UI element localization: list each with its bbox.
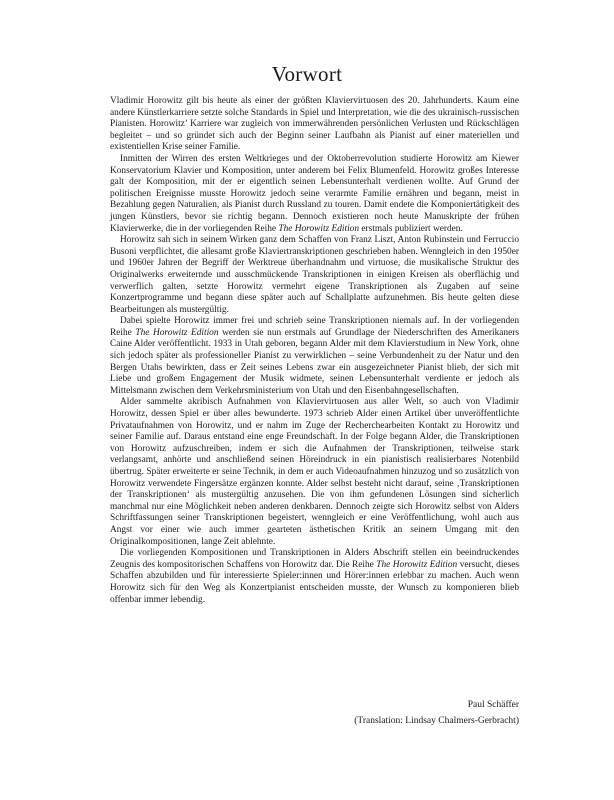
- paragraph-5: Alder sammelte akribisch Aufnahmen von Klaviervirtuosen aus aller Welt, so auch von Vladimir Horowitz, dessen Spiel er über alles bewunderte. 1973 schrieb Alder einen Artikel über unveröffentlichte Privataufnahmen von Horowitz, und er nahm im Zuge der Recherchearbeiten Kontakt zu Horowitz und seiner Familie auf. Daraus entstand eine enge Freundschaft. In der Folge begann Alder, die Transkriptionen von Horowitz aufzuschreiben, indem er sich die Aufnahmen der Transkriptionen, teilweise stark verlangsamt, anhörte und anschließend seinen Höreindruck in ein pianistisch realisierbares Notenbild übertrug. Später erweiterte er seine Technik, in dem er auch Videoaufnahmen hinzuzog und so zusätzlich von Horowitz verwendete Fingersätze ergänzen konnte. Alder selbst besteht nicht darauf, seine ‚Transkriptionen der Transkriptionen‘ als mustergültig anzusehen. Die von ihm gefundenen Lösungen sind sicherlich manchmal nur eine Möglichkeit neben anderen denkbaren. Dennoch zeigte sich Horowitz selbst von Alders Schriftfassungen seiner Transkriptionen begeistert, wenngleich er eine Veröffentlichung, wohl auch aus Angst vor einer wie auch immer gearteten ästhetischen Kritik an seinem Umgang mit den Originalkompositionen, lange Zeit ablehnte.: [110, 397, 519, 547]
- paragraph-6: Die vorliegenden Kompositionen und Transkriptionen in Alders Abschrift stellen ein beeindruckendes Zeugnis des kompositorischen Schaffens von Horowitz dar. Die Reihe The Horowitz Edition versucht, dieses Schaffen abzubilden und für interessierte Spieler:innen und Hörer:innen erlebbar zu machen. Auch wenn Horowitz sich für den Weg als Konzertpianist entscheiden musste, der Wunsch zu komponieren blieb offenbar immer lebendig.: [110, 548, 519, 605]
- series-title: The Horowitz Edition: [278, 223, 360, 234]
- body-text: [110, 96, 519, 606]
- signature-block: [354, 697, 519, 729]
- translation-credit: (Translation: Lindsay Chalmers-Gerbracht): [354, 716, 519, 726]
- series-title: The Horowitz Edition: [376, 559, 458, 570]
- paragraph-1: Vladimir Horowitz gilt bis heute als einer der größten Klaviervirtuosen des 20. Jahrhunderts. Kaum eine andere Künstlerkarriere setzte solche Standards in Spiel und Interpretation, wie die des ukrainisch-russischen Pianisten. Horowitz’ Karriere war zugleich von immerwährenden persönlichen Verlusten und Rückschlägen begleitet – und so gründet sich auch der Beginn seiner Laufbahn als Pianist auf einer materiellen und existentiellen Krise seiner Familie.: [110, 96, 519, 153]
- series-title: The Horowitz Edition: [135, 327, 219, 338]
- page-title: Vorwort: [271, 62, 343, 86]
- paragraph-3: Horowitz sah sich in seinem Wirken ganz dem Schaffen von Franz Liszt, Anton Rubinstein und Ferruccio Busoni verpflichtet, die allesamt große Klaviertranskriptionen geschrieben haben. Wenngleich in den 1950er und 1960er Jahren der Begriff der Werktreue überhandnahm und virtuose, die musikalische Struktur des Originalwerks erweiternde und ausschmückende Transkriptionen in einigen Kreisen als oberflächig und verwerflich galten, setzte Horowitz vermehrt eigene Transkriptionen als Zugaben auf seine Konzertprogramme und begann diese später auch auf Schallplatte aufzunehmen. Bis heute gelten diese Bearbeitungen als mustergültig.: [110, 235, 519, 315]
- paragraph-4: Dabei spielte Horowitz immer frei und schrieb seine Transkriptionen niemals auf. In der vorliegenden Reihe The Horowitz Edition werden sie nun erstmals auf Grundlage der Niederschriften des Amerikaners Caine Alder veröffentlicht. 1933 in Utah geboren, begann Alder mit dem Klavierstudium in New York, ohne sich jedoch später als professioneller Pianist zu verwirklichen – seine Verbundenheit zu der Natur und den Bergen Utahs bewirkten, dass er Zeit seines Lebens zwar ein ausgezeichneter Pianist blieb, der sich mit Liebe und großem Engagement der Musik widmete, seinen Lebensunterhalt verdiente er jedoch als Mittelsmann zwischen dem Verkehrsministerium von Utah und den Eisenbahngesellschaften.: [110, 316, 520, 396]
- author-signature: Paul Schäffer: [467, 700, 519, 710]
- paragraph-2: Inmitten der Wirren des ersten Weltkrieges und der Oktoberrevolution studierte Horowitz am Kiewer Konservatorium Klavier und Komposition, unter anderem bei Felix Blumenfeld. Horowitz großes Interesse galt der Komposition, mit der er eigentlich seinen Lebensunterhalt verdienen wollte. Auf Grund der politischen Ereignisse musste Horowitz jedoch seine verarmte Familie ernähren und begann, meist in Bezahlung gegen Naturalien, als Pianist durch Russland zu touren. Damit endete die Komponiertätigkeit des jungen Künstlers, bevor sie richtig begann. Dennoch existieren noch heute Manuskripte der frühen Klavierwerke, die in der vorliegenden Reihe The Horowitz Edition erstmals publiziert werden.: [110, 153, 519, 234]
